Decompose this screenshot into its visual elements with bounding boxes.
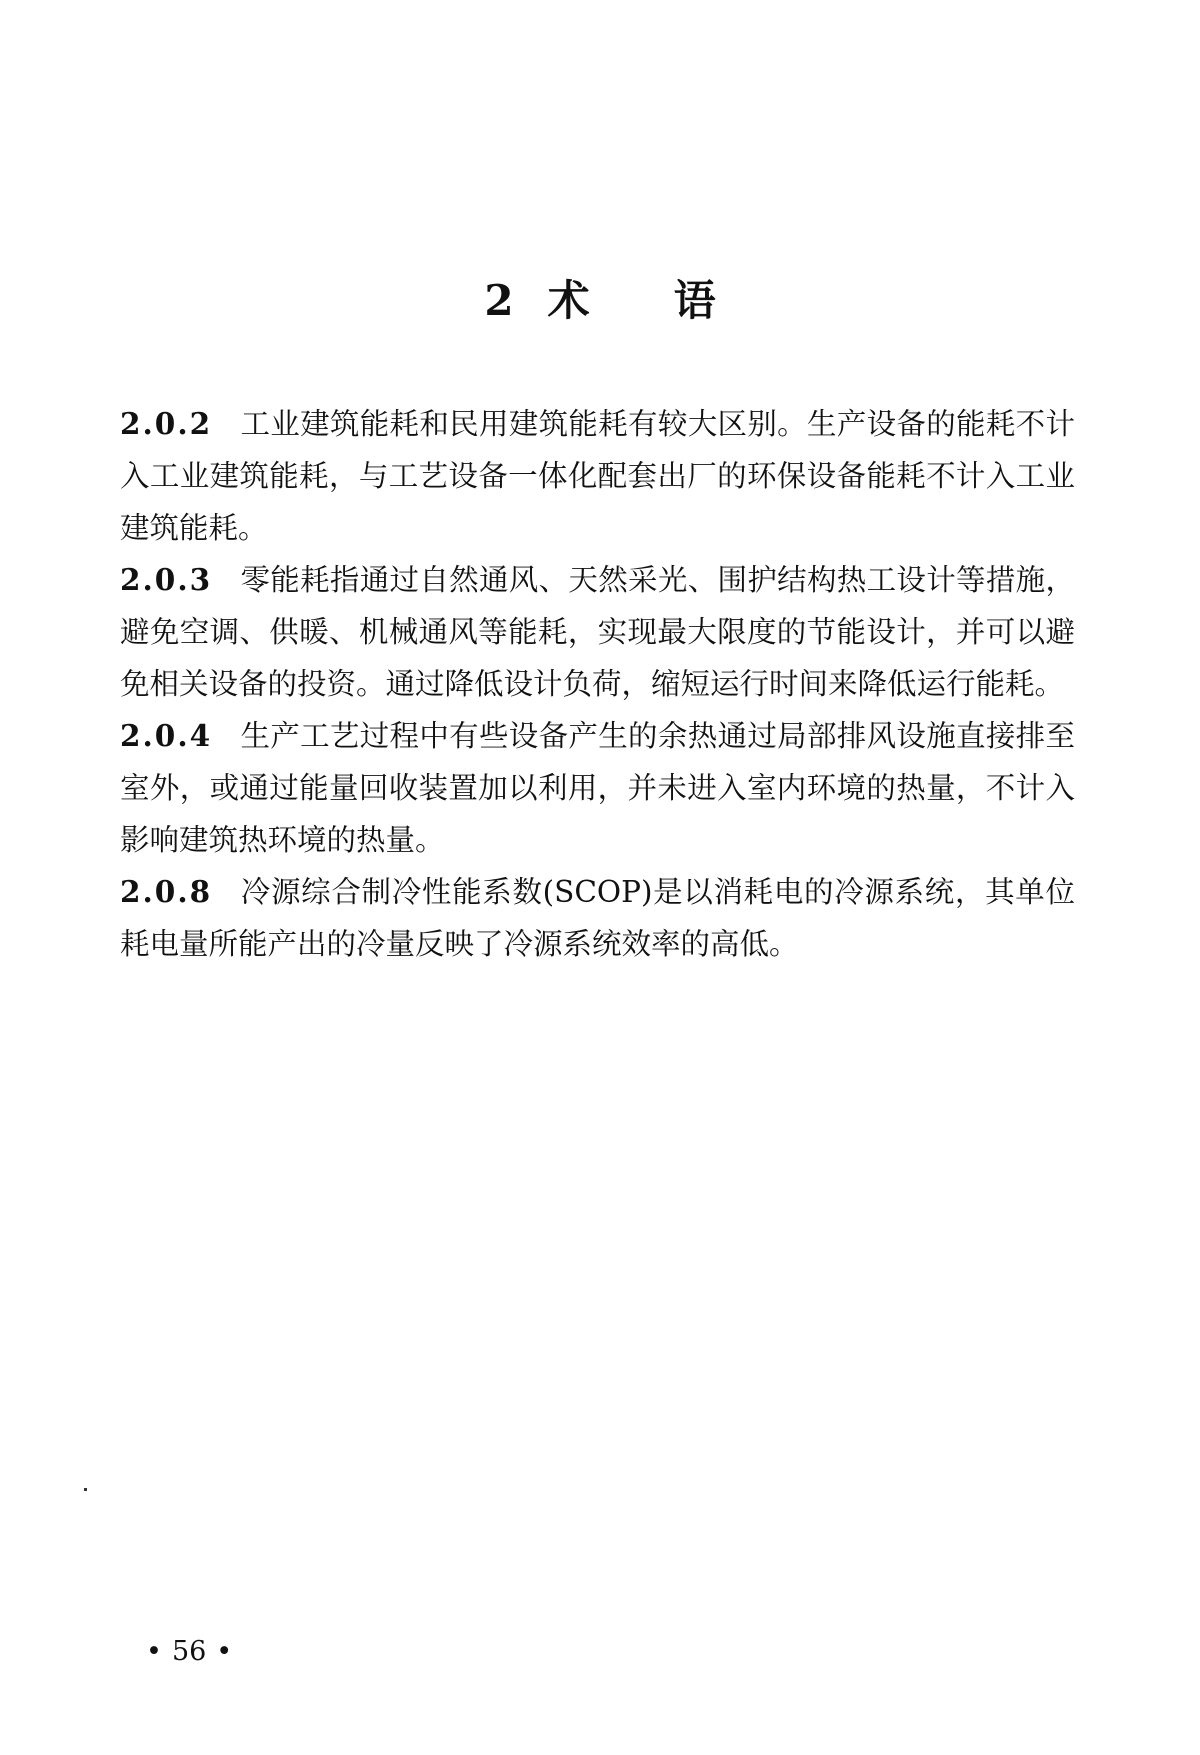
scan-speck <box>84 1488 87 1491</box>
clause-number: 2.0.3 <box>120 562 213 597</box>
clause-text: 工业建筑能耗和民用建筑能耗有较大区别。生产设备的能耗不计入工业建筑能耗，与工艺设备一体化配套出厂的环保设备能耗不计入工业建筑能耗。 <box>120 407 1075 545</box>
bullet-dot-icon: • <box>216 1636 233 1667</box>
clause-number: 2.0.8 <box>120 874 213 909</box>
bullet-dot-icon: • <box>146 1636 162 1667</box>
clause-number: 2.0.4 <box>120 718 213 753</box>
clause-list <box>120 398 1075 970</box>
chapter-title <box>0 273 1200 329</box>
page-number <box>136 1635 242 1669</box>
clause-text: 冷源综合制冷性能系数(SCOP)是以消耗电的冷源系统，其单位耗电量所能产出的冷量反映了冷源系统效率的高低。 <box>120 875 1075 961</box>
clause-text: 零能耗指通过自然通风、天然采光、围护结构热工设计等措施，避免空调、供暖、机械通风等能耗，实现最大限度的节能设计，并可以避免相关设备的投资。通过降低设计负荷，缩短运行时间来降低运行能耗。 <box>120 563 1075 701</box>
chapter-title-char-1: 术 <box>547 276 590 326</box>
chapter-title-char-2: 语 <box>673 276 716 326</box>
page-number-value: 56 <box>171 1636 207 1667</box>
clause-text: 生产工艺过程中有些设备产生的余热通过局部排风设施直接排至室外，或通过能量回收装置加以利用，并未进入室内环境的热量，不计入影响建筑热环境的热量。 <box>120 719 1075 857</box>
clause-number: 2.0.2 <box>120 406 213 441</box>
clause-2-0-8 <box>120 866 1075 970</box>
clause-2-0-2 <box>120 398 1075 554</box>
clause-2-0-3 <box>120 554 1075 710</box>
clause-2-0-4 <box>120 710 1075 866</box>
chapter-number: 2 <box>484 276 514 326</box>
